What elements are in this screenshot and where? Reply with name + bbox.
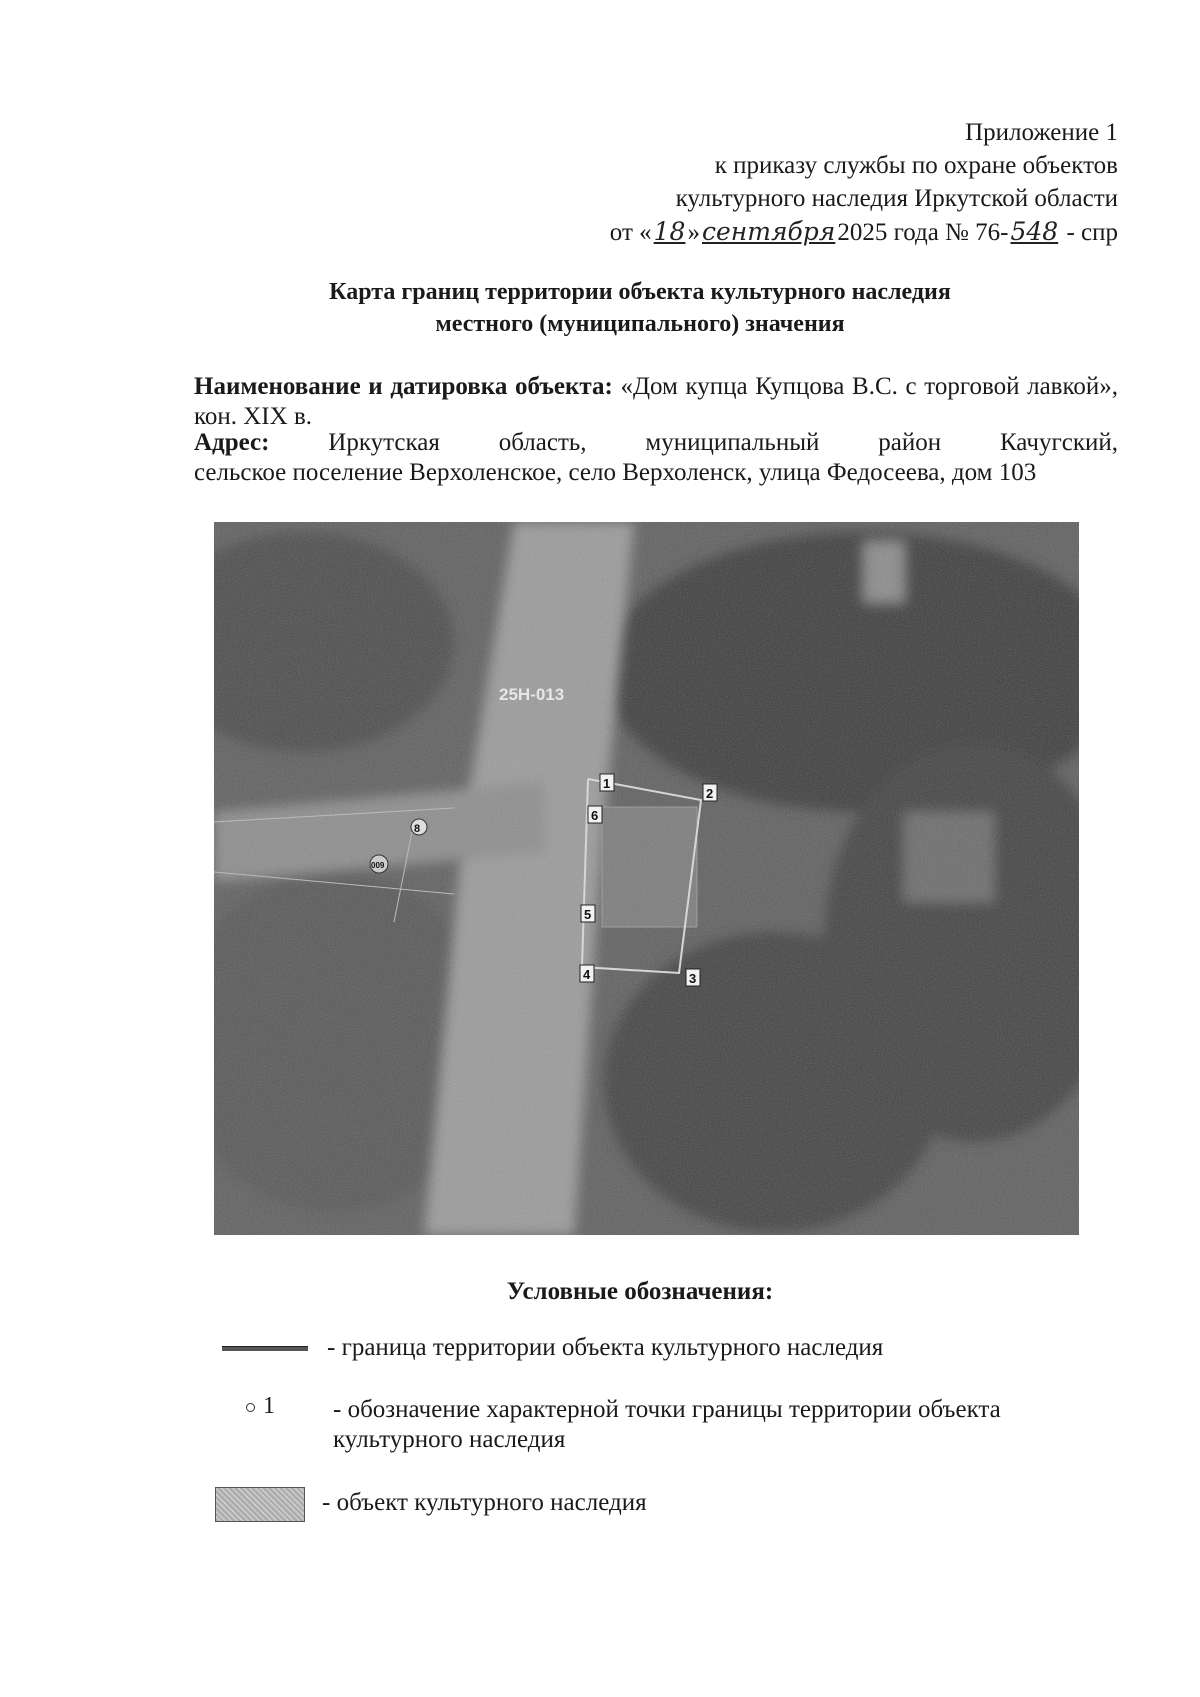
object-name: [194, 372, 1118, 432]
boundary-point: [588, 806, 602, 823]
legend-title: Условные обозначения:: [506, 1278, 774, 1305]
appendix-date-line: [610, 215, 1118, 249]
photo-grain: [214, 522, 1079, 1235]
point-label: 1: [603, 776, 611, 791]
legend-line-sample: [222, 1346, 308, 1351]
date-month: сентября: [701, 217, 836, 246]
date-prefix: от «: [609, 219, 652, 246]
object-name-label: Наименование и датировка объекта:: [194, 373, 613, 400]
point-dot-icon: [246, 1403, 255, 1412]
boundary-point: [600, 774, 614, 791]
boundary-map: [214, 522, 1079, 1235]
point-label: 6: [591, 808, 599, 823]
parcel-marker: [370, 855, 388, 873]
parcel-marker-label: 009: [371, 861, 385, 870]
legend-point-text: - обозначение характерной точки границы территории объекта культурного наследия: [333, 1396, 1001, 1453]
object-address: [194, 428, 1118, 488]
date-year: 2025 года № 76-: [837, 219, 1009, 246]
parcel-marker-label: 8: [414, 823, 421, 835]
appendix-header: [610, 116, 1118, 249]
address-word: область,: [498, 429, 587, 456]
legend-boundary-text: - граница территории объекта культурного наследия: [327, 1334, 884, 1361]
order-number: 548: [1010, 217, 1059, 246]
order-suffix: - спр: [1060, 219, 1118, 246]
title-line-1: Карта границ территории объекта культурного наследия: [329, 279, 951, 305]
point-label: 4: [583, 967, 591, 982]
address-word: Качугский,: [999, 429, 1118, 456]
object-name-value: «Дом купца Купцова В.С. с торговой лавкой», кон. XIX в.: [194, 373, 1118, 430]
appendix-title: Приложение 1: [965, 119, 1118, 146]
legend-point-sample: [246, 1393, 275, 1420]
boundary-point: [581, 905, 595, 922]
date-mid: »: [687, 219, 700, 246]
point-label: 5: [584, 907, 592, 922]
title-line-2: местного (муниципального) значения: [435, 311, 845, 337]
parcel-marker: [411, 819, 427, 835]
point-label: 2: [706, 786, 714, 801]
address-label: Адрес:: [194, 429, 270, 456]
address-word: Иркутская: [328, 429, 440, 456]
road-label: 25Н-013: [499, 685, 565, 704]
address-line-1: [194, 428, 1118, 458]
legend-object-text: - объект культурного наследия: [322, 1489, 647, 1516]
address-word: район: [878, 429, 942, 456]
date-day: 18: [653, 217, 686, 246]
legend-object-swatch: [215, 1487, 305, 1522]
address-line-2: сельское поселение Верхоленское, село Верхоленск, улица Федосеева, дом 103: [194, 459, 1037, 486]
appendix-order-line: к приказу службы по охране объектов: [714, 152, 1118, 179]
boundary-point: [686, 969, 700, 986]
legend-point-number: 1: [263, 1393, 275, 1419]
aerial-photo: [214, 522, 1079, 1235]
appendix-authority-line: культурного наследия Иркутской области: [675, 185, 1118, 212]
document-title: [0, 276, 1200, 340]
address-word: муниципальный: [645, 429, 820, 456]
boundary-point: [703, 784, 717, 801]
point-label: 3: [689, 971, 697, 986]
boundary-point: [580, 965, 594, 982]
